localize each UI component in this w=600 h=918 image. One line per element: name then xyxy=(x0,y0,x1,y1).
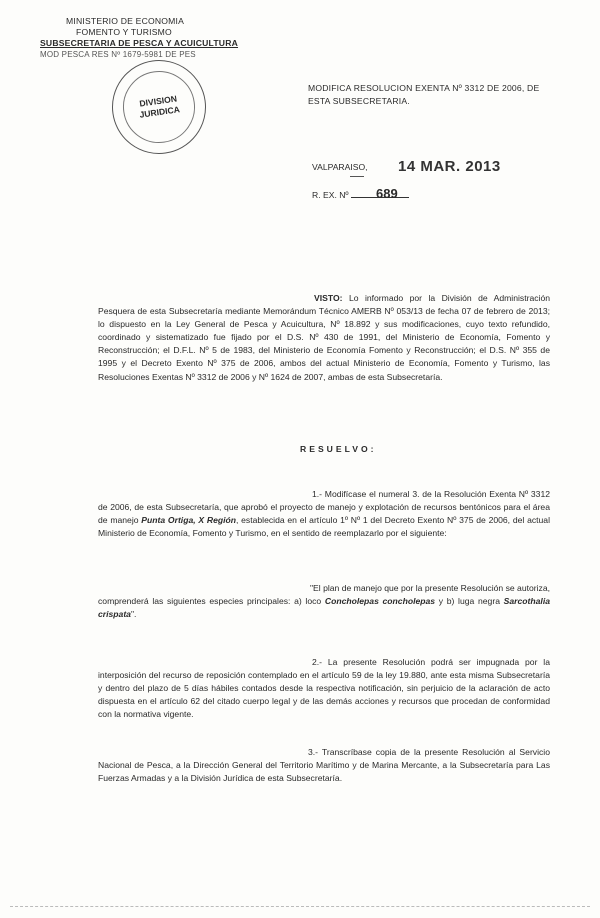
date-stamp: 14 MAR. 2013 xyxy=(398,158,501,175)
species-2: Sarcothalia crispata xyxy=(98,596,550,620)
management-area-name: Punta Ortiga, X Región xyxy=(141,515,236,526)
subject-line-2: ESTA SUBSECRETARIA. xyxy=(308,96,410,106)
rex-label: R. EX. Nº xyxy=(312,190,349,200)
stamp-line-1: DIVISION xyxy=(138,93,178,109)
reference-code: MOD PESCA RES Nº 1679-5981 DE PES xyxy=(40,50,196,59)
divider-mark xyxy=(350,176,364,177)
article-1-text-start: 1.- Modifícase el numeral 3. de la Resolución Exenta Nº 3312 de 2006, de esta Subsecretaría, que aprobó el proyecto de manejo y explotación de recursos bentónicos para el área de manejo xyxy=(98,489,550,526)
division-juridica-stamp xyxy=(106,54,212,160)
page-bottom-edge xyxy=(10,906,590,907)
article-1 xyxy=(98,488,550,540)
visto-text: Lo informado por la División de Administración Pesquera de esta Subsecretaría mediante Memorándum Técnico AMERB Nº 053/13 de fecha 07 de febrero de 2013; lo dispuesto en la Ley General de Pesca y Acuicultura, Nº 18.892 y sus modificaciones, cuyo texto refundido, coordinado y sistematizado fue fijado por el D.S. Nº 430 de 1991, del Ministerio de Economía, Fomento y Reconstrucción; el D.F.L. Nº 5 de 1983, del Ministerio de Economía Fomento y Reconstrucción; el D.S. Nº 355 de 1995 y el Decreto Exento Nº 375 de 2006, ambos del actual Ministerio de Economía, Fomento y Turismo, las Resoluciones Exentas Nº 3312 de 2006 y Nº 1624 de 2007, ambas de esta Subsecretaría. xyxy=(98,293,550,382)
article-2-text: 2.- La presente Resolución podrá ser impugnada por la interposición del recurso de reposición contemplado en el artículo 59 de la ley 19.880, ante esta misma Subsecretaría y dentro del plazo de 5 días hábiles contados desde la respectiva notificación, sin perjuicio de la aclaración de acto dispuesta en el artículo 62 del citado cuerpo legal y de las demás acciones y recursos que procedan de conformidad con la normativa vigente. xyxy=(98,657,550,720)
stamp-line-2: JURIDICA xyxy=(138,104,181,120)
resolution-number: 689 xyxy=(376,186,398,201)
species-1: Concholepas concholepas xyxy=(324,596,436,607)
visto-label: VISTO: xyxy=(314,293,343,303)
article-3 xyxy=(98,746,550,785)
quote-text-start: "El plan de manejo que por la presente Resolución se autoriza, comprenderá las siguientes especies principales: a) loco xyxy=(98,583,551,607)
subject-line-1: MODIFICA RESOLUCION EXENTA Nº 3312 DE 2006, DE xyxy=(308,83,540,93)
replacement-text xyxy=(98,582,550,621)
ministry-subtitle: FOMENTO Y TURISMO xyxy=(76,27,172,37)
article-3-text: 3.- Transcríbase copia de la presente Resolución al Servicio Nacional de Pesca, a la Dirección General del Territorio Marítimo y de Marina Mercante, a la Subsecretaría para Las Fuerzas Armadas y a la División Jurídica de esta Subsecretaría. xyxy=(98,747,550,784)
document-subject xyxy=(308,82,539,108)
quote-text-end: ". xyxy=(130,609,137,620)
visto-paragraph xyxy=(98,292,550,384)
place-label: VALPARAISO, xyxy=(312,162,368,172)
quote-text-middle: y b) luga negra xyxy=(435,596,504,607)
article-2 xyxy=(98,656,550,721)
subsecretaria-name: SUBSECRETARIA DE PESCA Y ACUICULTURA xyxy=(40,38,239,48)
letterhead xyxy=(40,16,238,60)
article-1-text-end: , establecida en el artículo 1º Nº 1 del Decreto Exento Nº 375 de 2006, del actual Ministerio de Economía, Fomento y Turismo, en el sentido de reemplazarlo por el siguiente: xyxy=(98,515,550,539)
ministry-name: MINISTERIO DE ECONOMIA xyxy=(66,16,185,26)
resuelvo-heading: RESUELVO: xyxy=(300,444,377,454)
